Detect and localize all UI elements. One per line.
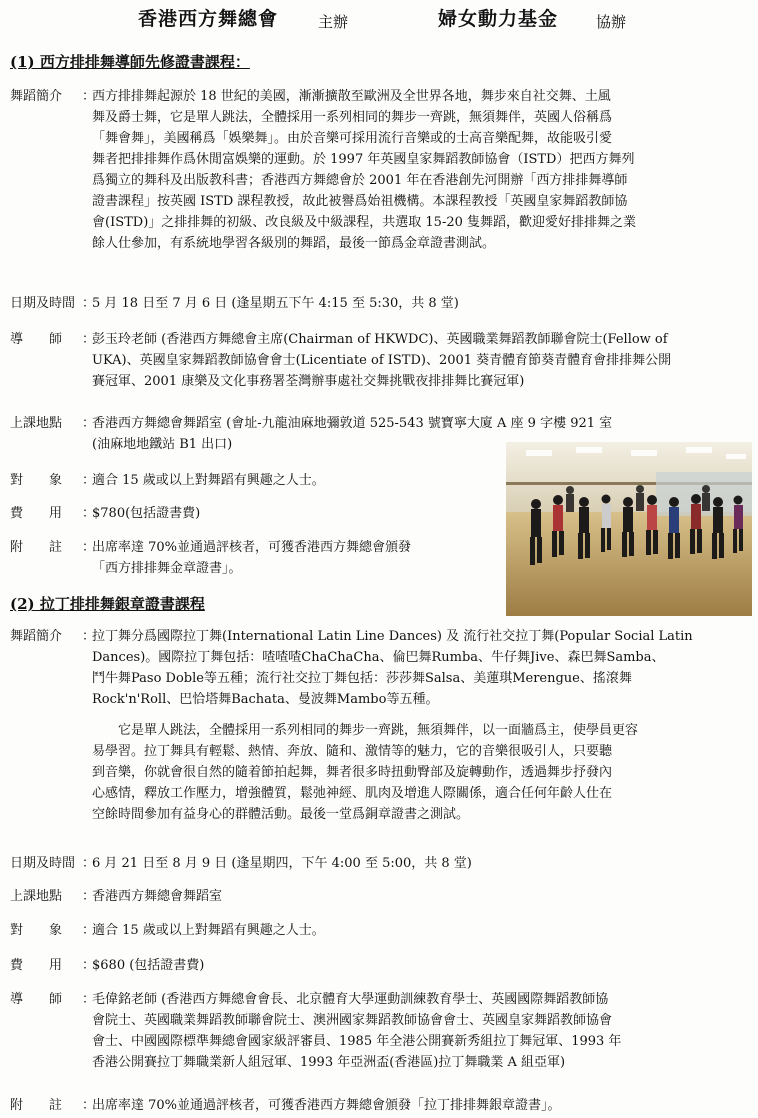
- teacher-line: 會院士、英國職業舞蹈教師聯會院士、澳洲國家舞蹈教師協會會士、英國皇家舞蹈教師協會: [92, 1013, 613, 1028]
- teacher-line: 香港公開賽拉丁舞職業新人組冠軍、1993 年亞洲盃(香港區)拉丁舞職業 A 組亞軍): [92, 1055, 566, 1070]
- course1-intro-text: [92, 86, 757, 254]
- page-header: [0, 9, 758, 37]
- course2-teacher: 導 師 ： 毛偉銘老師 (香港西方舞總會會長、北京體育大學運動訓練教育學士、英國國際舞蹈教師協 會院士、英國職業舞蹈教師聯會院士、澳洲國家舞蹈教師協會會士、英國皇家舞蹈教師協會 會士、中國國際標準舞總會國家級評審員、1985 年全港公開賽新秀組拉丁舞冠軍、1993 年 香港公開賽拉丁舞職業新人組冠軍、1993 年亞洲盃(香港區)拉丁舞職業 A 組亞軍): [10, 989, 754, 1077]
- intro-line: 舞及爵士舞，它是單人跳法，全體採用一系列相同的舞步一齊跳，無須舞伴，英國人俗稱爲: [92, 110, 613, 125]
- course1-fee-label: 費 用: [10, 506, 63, 521]
- intro2-line: 到音樂，你就會很自然的隨着節拍起舞，舞者很多時扭動臀部及旋轉動作，透過舞步抒發內: [92, 765, 613, 780]
- intro-line: 舞者把排排舞作爲休閒富娛樂的運動。於 1997 年英國皇家舞蹈教師協會（ISTD）把西方舞列: [92, 152, 635, 167]
- intro-line: 西方排排舞起源於 18 世紀的美國，漸漸擴散至歐洲及全世界各地，舞步來自社交舞、土風: [92, 89, 611, 104]
- course2-venue-label: 上課地點: [10, 889, 63, 904]
- course2-intro-paragraph: [10, 720, 754, 846]
- course2-target-label: 對 象: [10, 923, 63, 938]
- intro2-line: 心感情，釋放工作壓力，增強體質，鬆弛神經、肌肉及增進人際關係，適合任何年齡人仕在: [92, 786, 613, 801]
- organizer-name: 香港西方舞總會: [138, 8, 279, 30]
- course2-fee-value: $680 (包括證書費): [92, 958, 205, 973]
- course1-venue-label: 上課地點: [10, 416, 63, 431]
- intro-line: Dances)。國際拉丁舞包括：喳喳喳ChaChaCha、倫巴舞Rumba、牛仔舞Jive、森巴舞Samba、: [92, 650, 665, 665]
- venue-line: 香港西方舞總會舞蹈室 (會址-九龍油麻地彌敦道 525-543 號寶寧大廈 A 座 9 字樓 921 室: [92, 416, 613, 431]
- organizer-role: 主辦: [318, 13, 349, 31]
- course2-teacher-label: 導 師: [10, 992, 63, 1007]
- course2-venue-value: 香港西方舞總會舞蹈室: [92, 889, 223, 904]
- course2-date-label: 日期及時間: [10, 856, 76, 871]
- note-line: 出席率達 70%並通過評核者，可獲香港西方舞總會頒發: [92, 540, 412, 555]
- course1-teacher: 導 師 ： 彭玉玲老師 (香港西方舞總會主席(Chairman of HKWDC)、英國職業舞蹈教師聯會院士(Fellow of UKA)、英國皇家舞蹈教師協會會士(Licentiate of ISTD)、2001 葵青體育節葵青體育會排排舞公開 賽冠軍、2001 康樂及文化事務署荃灣辦事處社交舞挑戰夜排排舞比賽冠軍): [10, 329, 754, 395]
- course1-fee-value: $780(包括證書費): [92, 506, 201, 521]
- course2-note-value: 出席率達 70%並通過評核者，可獲香港西方舞總會頒發「拉丁排排舞銀章證書」。: [92, 1098, 561, 1113]
- intro-line: 會(ISTD)」之排排舞的初級、改良級及中級課程，共選取 15-20 隻舞蹈，歡迎愛好排排舞之業: [92, 215, 637, 230]
- co-organizer-name: 婦女動力基金: [438, 8, 559, 30]
- course1-note-label: 附 註: [10, 540, 63, 555]
- dance-class-photo: [506, 442, 752, 616]
- intro2-line: 空餘時間參加有益身心的群體活動。最後一堂爲銅章證書之測試。: [92, 807, 470, 822]
- course1-date-label: 日期及時間: [10, 296, 76, 311]
- course1-title: (1) 西方排排舞導師先修證書課程：: [10, 53, 250, 71]
- teacher-line: 會士、中國國際標準舞總會國家級評審員、1985 年全港公開賽新秀組拉丁舞冠軍、1993 年: [92, 1034, 622, 1049]
- note-line: 「西方排排舞金章證書」。: [92, 561, 242, 576]
- teacher-line: 彭玉玲老師 (香港西方舞總會主席(Chairman of HKWDC)、英國職業舞蹈教師聯會院士(Fellow of: [92, 332, 668, 347]
- intro-line: 拉丁舞分爲國際拉丁舞(International Latin Line Dances) 及 流行社交拉丁舞(Popular Social Latin: [92, 629, 693, 644]
- course2-title: (2) 拉丁排排舞銀章證書課程: [10, 595, 205, 613]
- teacher-line: 賽冠軍、2001 康樂及文化事務署荃灣辦事處社交舞挑戰夜排排舞比賽冠軍): [92, 374, 525, 389]
- course1-date-value: 5 月 18 日至 7 月 6 日 (逢星期五下午 4:15 至 5:30，共 8 堂): [92, 296, 459, 311]
- course1-note: 附 註 ： 出席率達 70%並通過評核者，可獲香港西方舞總會頒發 「西方排排舞金章證書」。: [10, 537, 754, 581]
- course2-intro-label: 舞蹈簡介: [10, 629, 63, 644]
- course1-teacher-label: 導 師: [10, 332, 63, 347]
- intro-line: 爲獨立的舞科及出版教科書；香港西方舞總會於 2001 年在香港創先河開辦「西方排排舞導師: [92, 173, 628, 188]
- course1-intro: 舞蹈簡介 ： 西方排排舞起源於 18 世紀的美國，漸漸擴散至歐洲及全世界各地，舞步來自社交舞、土風 舞及爵士舞，它是單人跳法，全體採用一系列相同的舞步一齊跳，無須舞伴，英國人俗稱爲 「舞會舞」，美國稱爲「娛樂舞」。由於音樂可採用流行音樂或的士高音樂配舞，故能吸引愛 舞者把排排舞作爲休閒富娛樂的運動。於 1997 年英國皇家舞蹈教師協會（ISTD）把西方舞列 爲獨立的舞科及出版教科書；香港西方舞總會於 2001 年在香港創先河開辦「西方排排舞導師 證書課程」按英國 ISTD 課程教授，故此被譽爲始祖機構。本課程教授「英國皇家舞蹈教師協 會(ISTD)」之排排舞的初級、改良級及中級課程，共選取 15-20 隻舞蹈，歡迎愛好排排舞之業 餘人仕參加，有系統地學習各級別的舞蹈，最後一節爲金章證書測試。: [10, 86, 754, 286]
- course2-intro: 舞蹈簡介 ： 拉丁舞分爲國際拉丁舞(International Latin Line Dances) 及 流行社交拉丁舞(Popular Social Latin Dances)。國際拉丁舞包括：喳喳喳ChaChaCha、倫巴舞Rumba、牛仔舞Jive、森巴舞Samba、 鬥牛舞Paso Doble等五種；流行社交拉丁舞包括：莎莎舞Salsa、美蓮琪Merengue、搖滾舞 Rock'n'Roll、巴恰塔舞Bachata、曼波舞Mambo等五種。: [10, 626, 754, 716]
- intro-line: 鬥牛舞Paso Doble等五種；流行社交拉丁舞包括：莎莎舞Salsa、美蓮琪Merengue、搖滾舞: [92, 671, 632, 686]
- course2-note-label: 附 註: [10, 1098, 63, 1113]
- intro-line: 證書課程」按英國 ISTD 課程教授，故此被譽爲始祖機構。本課程教授「英國皇家舞蹈教師協: [92, 194, 628, 209]
- teacher-line: 毛偉銘老師 (香港西方舞總會會長、北京體育大學運動訓練教育學士、英國國際舞蹈教師協: [92, 992, 609, 1007]
- intro-line: 餘人仕參加，有系統地學習各級別的舞蹈，最後一節爲金章證書測試。: [92, 236, 496, 251]
- course1-target-value: 適合 15 歲或以上對舞蹈有興趣之人士。: [92, 473, 325, 488]
- intro-line: Rock'n'Roll、巴恰塔舞Bachata、曼波舞Mambo等五種。: [92, 692, 439, 707]
- co-organizer-role: 協辦: [596, 13, 627, 31]
- course2-target-value: 適合 15 歲或以上對舞蹈有興趣之人士。: [92, 923, 325, 938]
- intro2-line: 它是單人跳法，全體採用一系列相同的舞步一齊跳，無須舞伴，以一面牆爲主，使學員更容: [118, 723, 639, 738]
- course2-date-value: 6 月 21 日至 8 月 9 日 (逢星期四，下午 4:00 至 5:00，共 8 堂): [92, 856, 472, 871]
- course1-venue: 上課地點 ： 香港西方舞總會舞蹈室 (會址-九龍油麻地彌敦道 525-543 號寶寧大廈 A 座 9 字樓 921 室 (油麻地地鐵站 B1 出口): [10, 413, 754, 457]
- venue-line: (油麻地地鐵站 B1 出口): [92, 437, 233, 452]
- course1-intro-label: 舞蹈簡介: [10, 89, 63, 104]
- course1-target-label: 對 象: [10, 473, 63, 488]
- intro-line: 「舞會舞」，美國稱爲「娛樂舞」。由於音樂可採用流行音樂或的士高音樂配舞，故能吸引愛: [92, 131, 613, 146]
- intro2-line: 易學習。拉丁舞具有輕鬆、熱情、奔放、隨和、激情等的魅力，它的音樂很吸引人，只要聽: [92, 744, 613, 759]
- course2-fee-label: 費 用: [10, 958, 63, 973]
- teacher-line: UKA)、英國皇家舞蹈教師協會會士(Licentiate of ISTD)、2001 葵青體育節葵青體育會排排舞公開: [92, 353, 672, 368]
- dance-class-illustration: [506, 442, 752, 616]
